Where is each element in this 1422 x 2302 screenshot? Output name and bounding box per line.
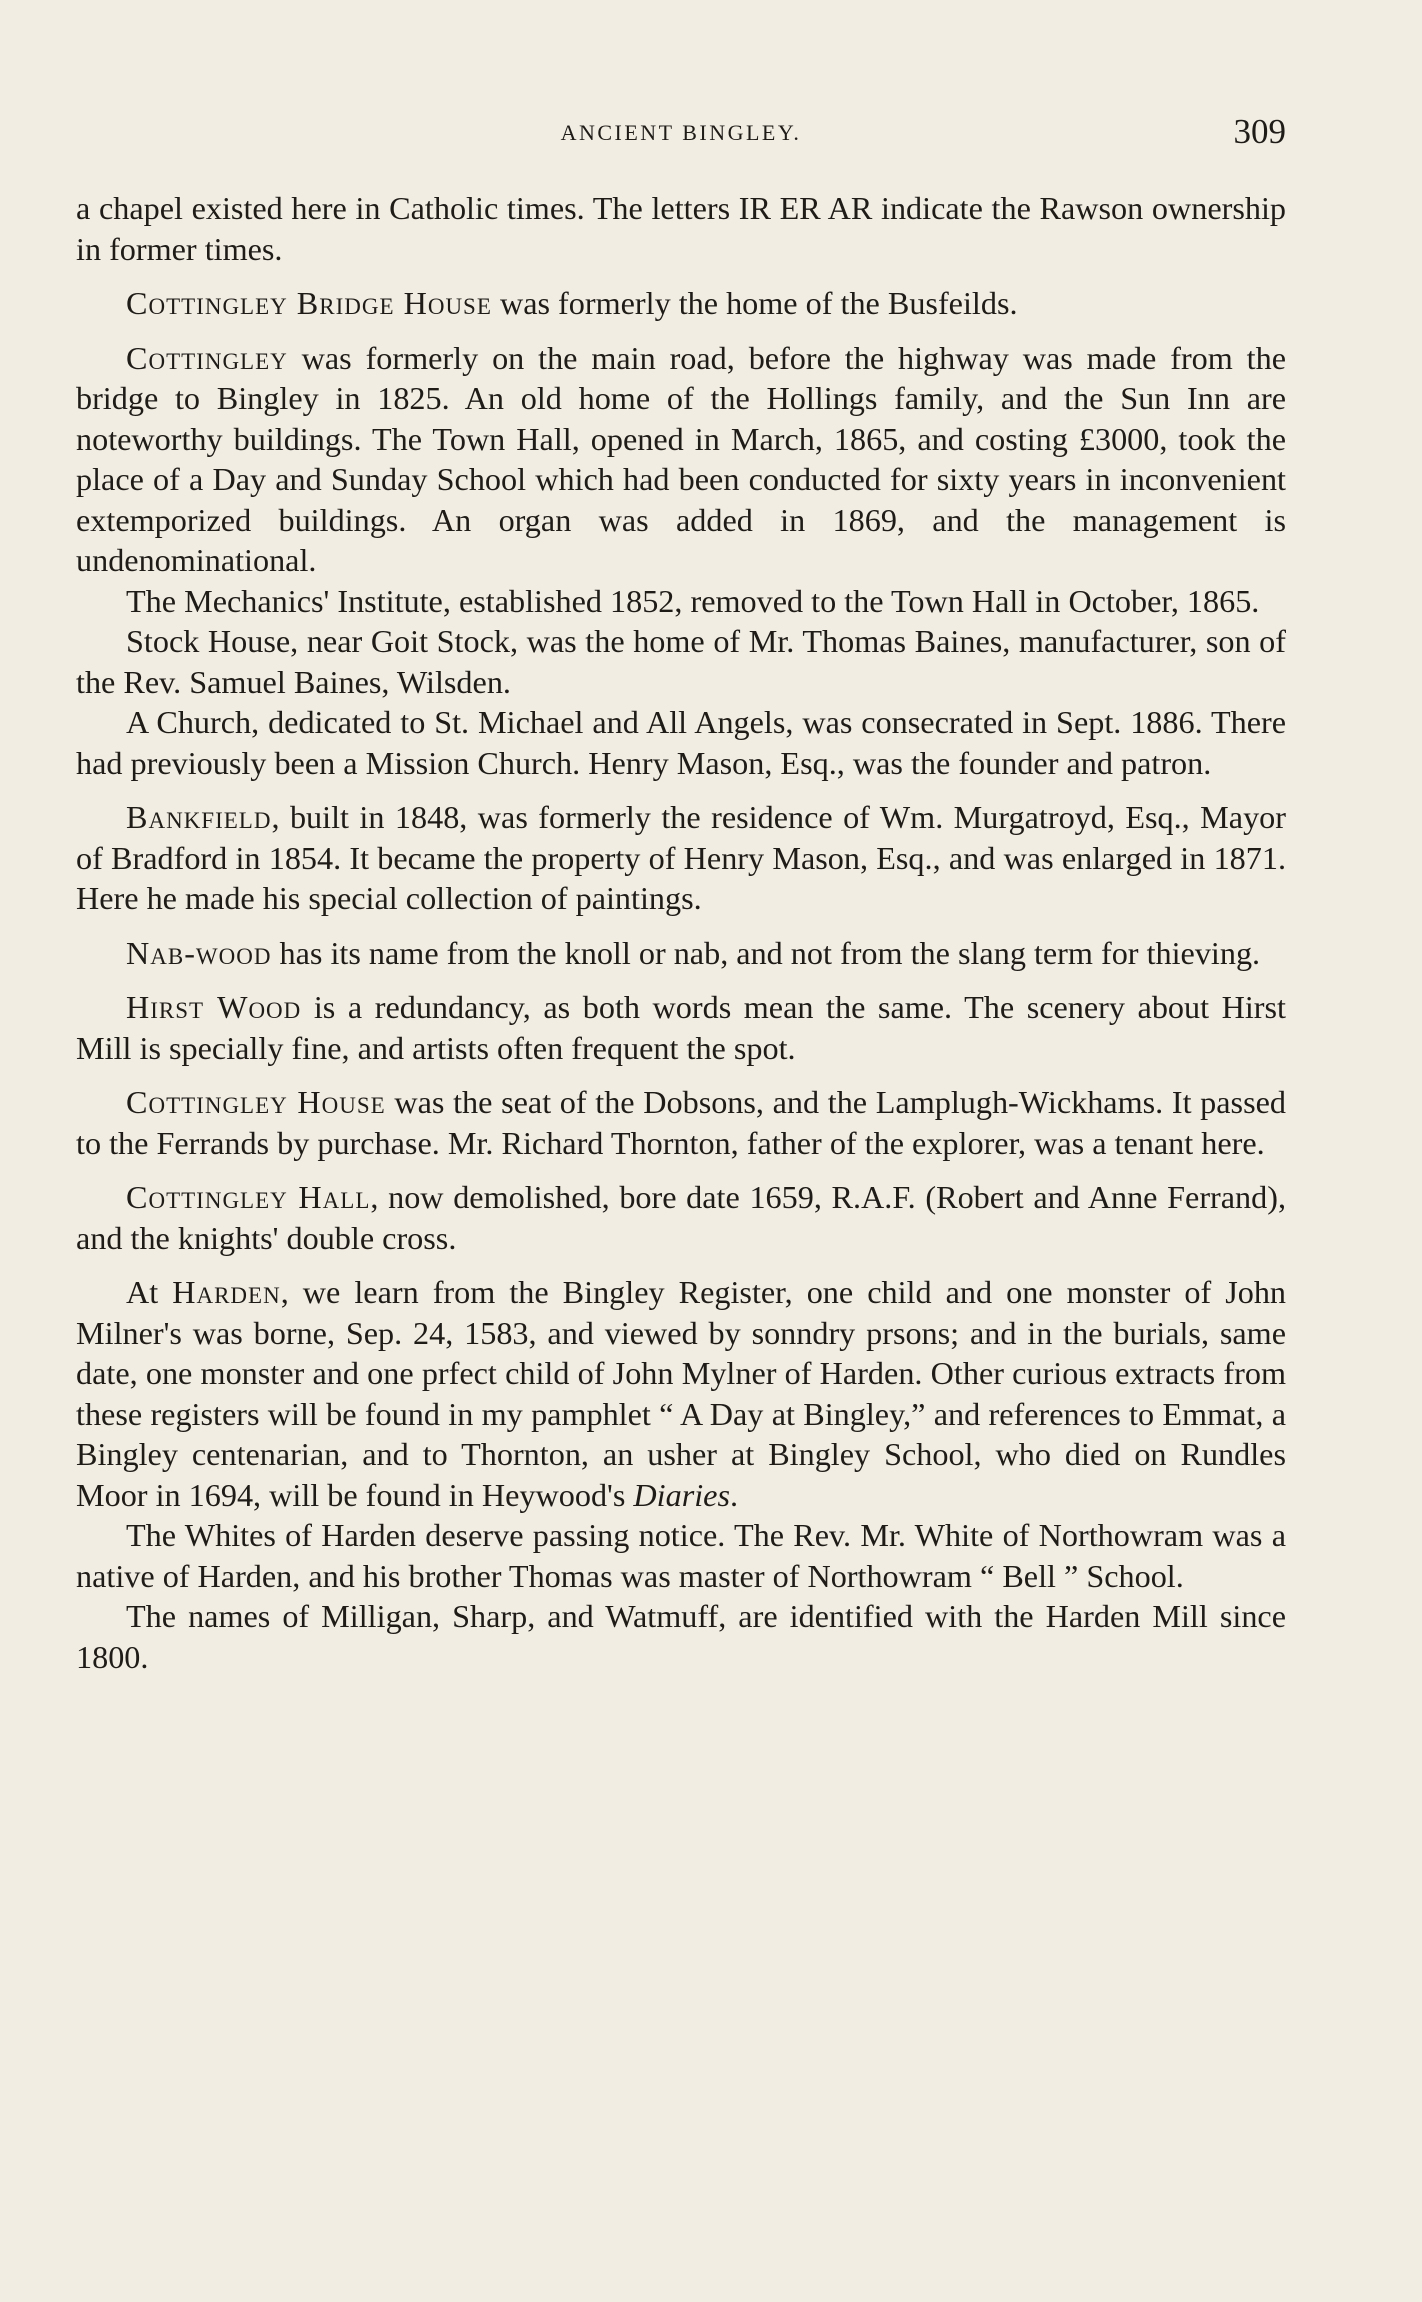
- paragraph-bankfield: [76, 797, 1286, 919]
- place-name: Nab-wood: [126, 934, 272, 971]
- place-name: Hirst Wood: [126, 989, 302, 1025]
- paragraph-harden: [76, 1272, 1286, 1515]
- paragraph-cottingley-hall: [76, 1177, 1286, 1258]
- paragraph-text: , we learn from the Bingley Register, one child and one monster of John Milner's was borne, Sep. 24, 1583, and viewed by sonndry prsons; and in the burials, same date, one monster and one prfect child of John Mylner of Harden. Other curious extracts from these registers will be found in my pamphlet “ A Day at Bingley,” and references to Emmat, a Bingley centenarian, and to Thornton, an usher at Bingley School, who died on Rundles Moor in 1694, will be found in Heywood's: [76, 1274, 1287, 1513]
- paragraph-stock-house: [76, 621, 1286, 702]
- paragraph-church: [76, 702, 1286, 783]
- paragraph-text: was formerly on the main road, before the highway was made from the bridge to Bingley in 1825. An old home of the Hollings family, and the Sun Inn are noteworthy buildings. The Town Hall, opened in March, 1865, and costing £3000, took the place of a Day and Sunday School which had been conducted for sixty years in inconvenient extemporized buildings. An organ was added in 1869, and the management is undenominational.: [76, 339, 1286, 578]
- paragraph-text: has its name from the knoll or nab, and not from the slang term for thieving.: [271, 934, 1261, 971]
- paragraph-cottingley: [76, 338, 1286, 581]
- place-name: Cottingley: [126, 339, 288, 376]
- place-name: Cottingley House: [126, 1084, 386, 1120]
- page-number: 309: [1233, 112, 1286, 151]
- place-name: Cottingley Hall: [126, 1179, 371, 1215]
- book-title: Diaries: [633, 1476, 730, 1513]
- running-head: [76, 112, 1286, 158]
- place-name: Harden: [172, 1274, 281, 1310]
- paragraph-text: a chapel existed here in Catholic times. The letters IR ER AR indicate the Rawson ownership in former times.: [76, 190, 1286, 267]
- paragraph-chapel: [76, 188, 1286, 269]
- place-name: Cottingley Bridge House: [126, 285, 492, 321]
- running-title: ANCIENT BINGLEY.: [560, 120, 802, 145]
- paragraph-text: The Mechanics' Institute, established 1852, removed to the Town Hall in October, 1865.: [126, 582, 1260, 619]
- paragraph-text: The Whites of Harden deserve passing notice. The Rev. Mr. White of Northowram was a native of Harden, and his brother Thomas was master of Northowram “ Bell ” School.: [76, 1517, 1286, 1594]
- paragraph-text: , now demolished, bore date 1659, R.A.F. (Robert and Anne Ferrand), and the knights' double cross.: [76, 1179, 1286, 1256]
- paragraph-cottingley-house: [76, 1082, 1286, 1163]
- paragraph-text: Stock House, near Goit Stock, was the home of Mr. Thomas Baines, manufacturer, son of the Rev. Samuel Baines, Wilsden.: [76, 623, 1286, 700]
- body-text: [76, 188, 1286, 1677]
- paragraph-cottingley-bridge-house: [76, 283, 1286, 324]
- paragraph-text: The names of Milligan, Sharp, and Watmuff, are identified with the Harden Mill since 1800.: [76, 1598, 1286, 1675]
- paragraph-text: was the seat of the Dobsons, and the Lamplugh-Wickhams. It passed to the Ferrands by purchase. Mr. Richard Thornton, father of the explorer, was a tenant here.: [76, 1084, 1286, 1161]
- paragraph-nab-wood: [76, 933, 1286, 974]
- paragraph-mechanics-institute: [76, 581, 1286, 622]
- paragraph-text: A Church, dedicated to St. Michael and All Angels, was consecrated in Sept. 1886. There had previously been a Mission Church. Henry Mason, Esq., was the founder and patron.: [76, 704, 1286, 781]
- paragraph-hirst-wood: [76, 987, 1286, 1068]
- paragraph-harden-mill: [76, 1596, 1286, 1677]
- paragraph-text: is a redundancy, as both words mean the same. The scenery about Hirst Mill is specially fine, and artists often frequent the spot.: [76, 989, 1286, 1066]
- paragraph-text: .: [729, 1476, 739, 1513]
- paragraph-whites-of-harden: [76, 1515, 1286, 1596]
- place-name: Bankfield: [126, 799, 272, 835]
- paragraph-text: , built in 1848, was formerly the residence of Wm. Murgatroyd, Esq., Mayor of Bradford in 1854. It became the property of Henry Mason, Esq., and was enlarged in 1871. Here he made his special collection of paintings.: [76, 799, 1286, 916]
- paragraph-text: was formerly the home of the Busfeilds.: [491, 285, 1018, 321]
- paragraph-text: At: [126, 1274, 173, 1310]
